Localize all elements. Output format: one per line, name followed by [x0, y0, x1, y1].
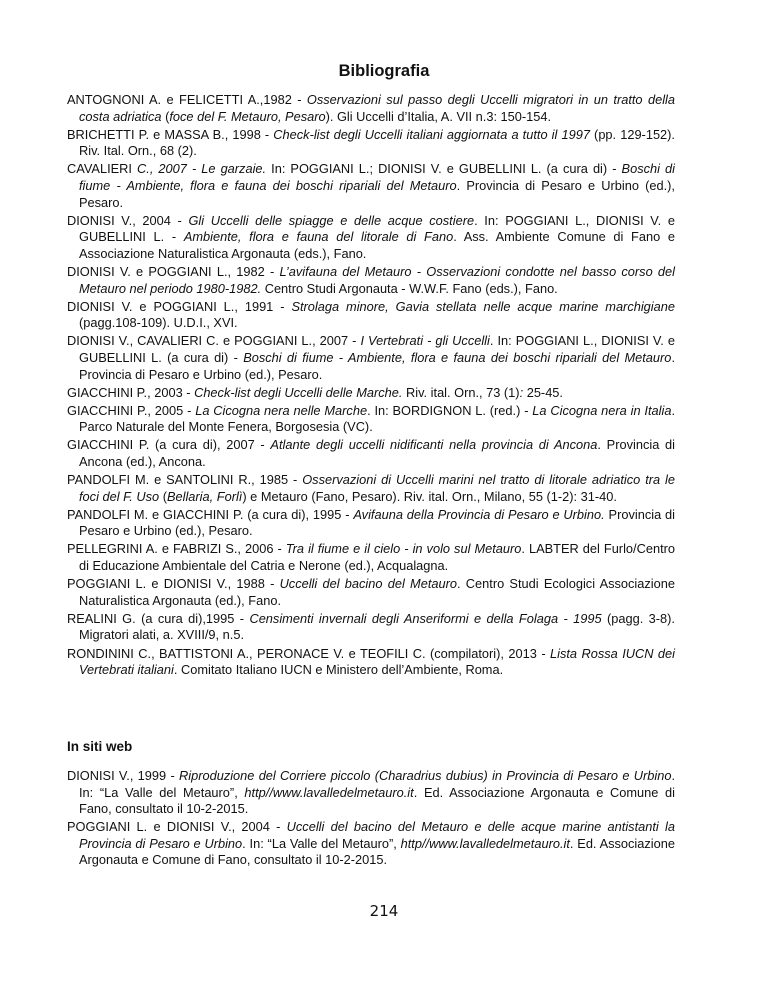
ref-text: . In: “La Valle del Metauro”, [79, 768, 675, 800]
reference-entry [67, 472, 675, 505]
ref-text: . In: BORDIGNON L. (red.) - [367, 402, 533, 418]
section-heading-web: In siti web [67, 739, 133, 754]
ref-title: Check-list degli Uccelli delle Marche. [194, 384, 403, 400]
ref-authors: GIACCHINI P. (a cura di), 2007 - [67, 437, 271, 453]
ref-title: L’avifauna del Metauro - Osservazioni condotte nel basso corso del Metauro nel periodo 1980-1982. [79, 263, 675, 296]
ref-text: . In: POGGIANI L., DIONISI V. e GUBELLINI L. - [79, 212, 675, 245]
reference-list [67, 92, 675, 680]
reference-entry [67, 299, 675, 332]
ref-authors: POGGIANI L. e DIONISI V., 2004 - [67, 819, 287, 835]
ref-text: (pp. 129-152). Riv. Ital. Orn., 68 (2). [79, 126, 675, 159]
ref-authors: GIACCHINI P., 2005 - [67, 402, 196, 418]
ref-authors: DIONISI V. e POGGIANI L., 1991 - [67, 298, 292, 314]
web-reference-list [67, 768, 675, 871]
ref-text: ( [161, 108, 170, 124]
ref-title: Tra il fiume e il cielo - in volo sul Metauro [285, 541, 522, 557]
ref-title: Uccelli del bacino del Metauro [279, 576, 457, 592]
page-title: Bibliografia [338, 62, 430, 80]
ref-authors: DIONISI V. e POGGIANI L., 1982 - [67, 263, 280, 279]
ref-authors: DIONISI V., CAVALIERI C. e POGGIANI L., 2007 - [67, 333, 361, 349]
ref-title-2: Ambiente, flora e fauna del litorale di Fano [183, 229, 454, 245]
web-reference-entry [67, 819, 675, 869]
ref-authors: PANDOLFI M. e GIACCHINI P. (a cura di), 1995 - [67, 506, 354, 522]
reference-entry [67, 385, 675, 402]
ref-text: Provincia di Pesaro e Urbino (ed.), Pesaro. [79, 506, 676, 539]
ref-text: ( [159, 488, 167, 504]
ref-authors: ANTOGNONI A. e FELICETTI A.,1982 - [67, 92, 307, 107]
ref-title: Strolaga minore, Gavia stellata nelle acque marine marchigiane [291, 298, 675, 314]
ref-text: Centro Studi Argonauta - W.W.F. Fano (eds.), Fano. [261, 280, 558, 296]
ref-text: (pagg. 3-8). Migratori alati, a. XVIII/9, n.5. [79, 610, 675, 643]
ref-title: Riproduzione del Corriere piccolo (Charadrius dubius) in Provincia di Pesaro e Urbino [179, 768, 672, 783]
ref-source: 25-45. [523, 384, 563, 400]
ref-title: Check-list degli Uccelli italiani aggiornata a tutto il 1997 [273, 126, 590, 142]
reference-entry [67, 333, 675, 383]
ref-authors: RONDININI C., BATTISTONI A., PERONACE V. e TEOFILI C. (compilatori), 2013 - [67, 645, 551, 661]
ref-authors: DIONISI V., 2004 - [67, 212, 189, 228]
reference-entry [67, 437, 675, 470]
ref-title: C., 2007 - Le garzaie. [137, 161, 267, 177]
web-reference-entry [67, 768, 675, 818]
ref-title-2: Boschi di fiume - Ambiente, flora e fauna dei boschi ripariali del Metauro [79, 161, 675, 193]
ref-authors: DIONISI V., 1999 - [67, 768, 179, 783]
ref-url: http//www.lavalledelmetauro.it [400, 835, 570, 851]
ref-title-2: Boschi di fiume - Ambiente, flora e fauna dei boschi ripariali del Metauro [243, 349, 672, 365]
ref-source: . Ed. Associazione Argonauta e Comune di Fano, consultato il 10-2-2015. [79, 784, 675, 817]
ref-source: . Ed. Associazione Argonauta e Comune di Fano, consultato il 10-2-2015. [79, 835, 675, 868]
reference-entry [67, 264, 675, 297]
ref-text: . Comitato Italiano IUCN e Ministero dell’Ambiente, Roma. [173, 662, 504, 678]
ref-text: . Centro Studi Ecologici Associazione Naturalistica Argonauta (ed.), Fano. [79, 576, 675, 608]
reference-entry [67, 576, 675, 609]
ref-text: Riv. ital. Orn., 73 (1) [402, 384, 520, 400]
ref-source: ). Gli Uccelli d’Italia, A. VII n.3: 150-154. [325, 108, 552, 124]
ref-text: . In: “La Valle del Metauro”, [242, 835, 401, 851]
ref-title-2: : [519, 384, 524, 400]
reference-entry [67, 611, 675, 644]
ref-title: I Vertebrati - gli Uccelli [360, 333, 490, 349]
ref-source: . Provincia di Pesaro e Urbino (ed.), Pesaro. [79, 349, 675, 382]
ref-authors: CAVALIERI [67, 161, 138, 177]
ref-authors: PELLEGRINI A. e FABRIZI S., 2006 - [67, 541, 286, 557]
ref-authors: PANDOLFI M. e SANTOLINI R., 1985 - [67, 472, 303, 488]
reference-entry [67, 646, 675, 679]
ref-title: Osservazioni sul passo degli Uccelli migratori in un tratto della costa adriatica [79, 92, 676, 124]
ref-title: Avifauna della Provincia di Pesaro e Urbino. [353, 506, 605, 522]
ref-title: Gli Uccelli delle spiagge e delle acque costiere [188, 212, 475, 228]
ref-title: Atlante degli uccelli nidificanti nella provincia di Ancona [270, 437, 598, 453]
page-number: 214 [369, 902, 399, 920]
ref-source: ) e Metauro (Fano, Pesaro). Riv. ital. Orn., Milano, 55 (1-2): 31-40. [242, 488, 617, 504]
reference-entry [67, 127, 675, 160]
ref-authors: REALINI G. (a cura di),1995 - [67, 610, 250, 626]
ref-authors: BRICHETTI P. e MASSA B., 1998 - [67, 126, 274, 142]
reference-entry [67, 213, 675, 263]
reference-entry [67, 541, 675, 574]
ref-title-2: La Cicogna nera in Italia [532, 402, 672, 418]
reference-entry [67, 161, 675, 211]
reference-entry [67, 507, 675, 540]
ref-title-2: foce del F. Metauro, Pesaro [169, 108, 326, 124]
ref-source: . Provincia di Pesaro e Urbino (ed.), Pesaro. [79, 177, 675, 210]
reference-entry [67, 403, 675, 436]
ref-title-2: Bellaria, Forlì [166, 488, 243, 504]
ref-text: . In: POGGIANI L., DIONISI V. e GUBELLINI L. (a cura di) - [79, 333, 675, 365]
ref-authors: POGGIANI L. e DIONISI V., 1988 - [67, 576, 280, 592]
ref-source: . Parco Naturale del Monte Fenera, Borgosesia (VC). [79, 402, 675, 435]
ref-text: . LABTER del Furlo/Centro di Educazione Ambientale del Catria e Nerone (ed.), Acqualagna. [79, 541, 675, 574]
ref-title: Censimenti invernali degli Anseriformi e della Folaga - 1995 [249, 610, 602, 626]
ref-title: Lista Rossa IUCN dei Vertebrati italiani [79, 645, 675, 678]
reference-entry [67, 92, 675, 125]
ref-source: . Ass. Ambiente Comune di Fano e Associazione Naturalistica Argonauta (eds.), Fano. [79, 229, 675, 261]
ref-title: La Cicogna nera nelle Marche [195, 402, 368, 418]
ref-text: (pagg.108-109). U.D.I., XVI. [79, 315, 238, 331]
ref-text: In: POGGIANI L.; DIONISI V. e GUBELLINI L. (a cura di) - [266, 161, 622, 177]
ref-text: . Provincia di Ancona (ed.), Ancona. [79, 437, 675, 469]
ref-url: http//www.lavalledelmetauro.it [244, 784, 414, 800]
ref-authors: GIACCHINI P., 2003 - [67, 384, 195, 400]
ref-title: Uccelli del bacino del Metauro e delle acque marine antistanti la Provincia di Pesaro e Urbino [79, 819, 675, 851]
ref-title: Osservazioni di Uccelli marini nel tratto di litorale adriatico tra le foci del F. Uso [79, 472, 676, 504]
